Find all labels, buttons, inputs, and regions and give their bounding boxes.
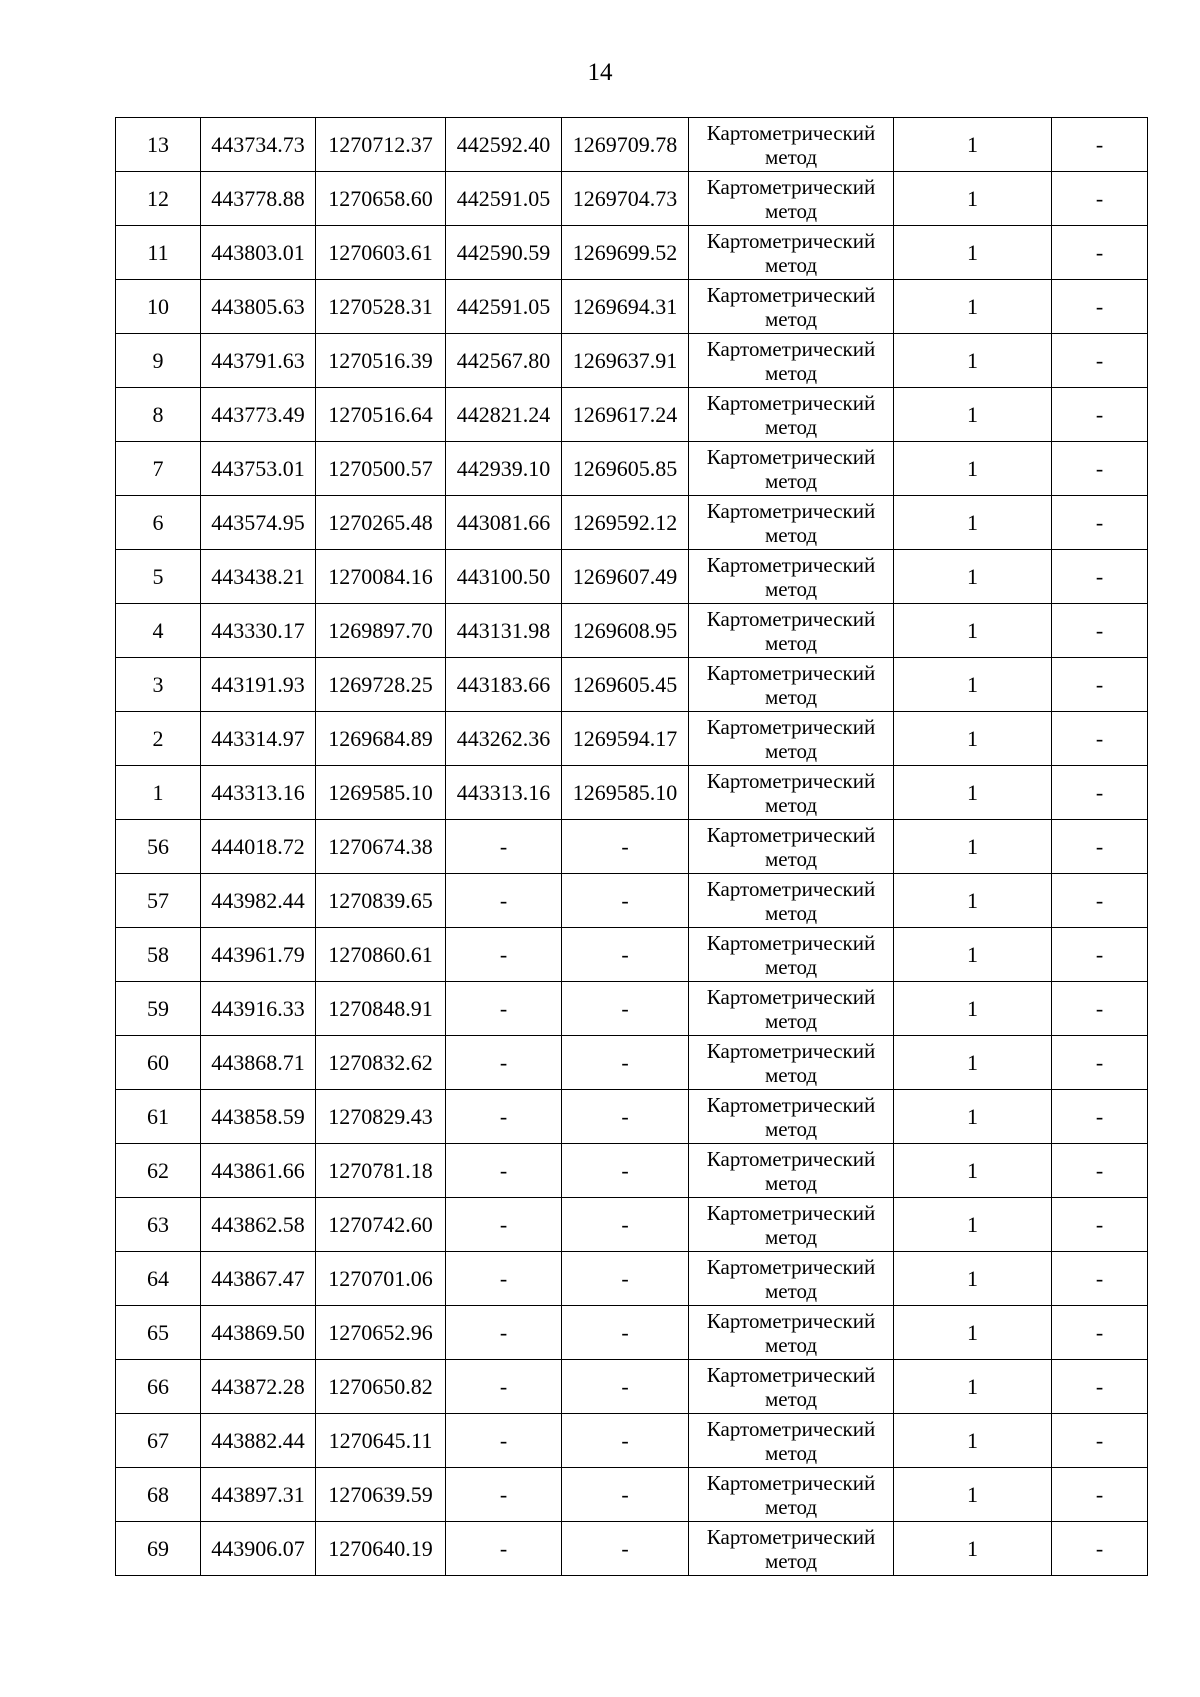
method-cell: Картометрический метод	[689, 1468, 894, 1522]
method-cell: Картометрический метод	[689, 1198, 894, 1252]
table-row	[116, 442, 1148, 496]
new-y-cell: 1269709.78	[562, 118, 689, 172]
table-row	[116, 766, 1148, 820]
accuracy-cell: 1	[894, 496, 1052, 550]
accuracy-cell: 1	[894, 982, 1052, 1036]
table-row	[116, 496, 1148, 550]
point-number-cell: 7	[116, 442, 201, 496]
existing-y-cell: 1270084.16	[316, 550, 446, 604]
note-cell: -	[1052, 280, 1148, 334]
existing-x-cell: 443330.17	[201, 604, 316, 658]
existing-x-cell: 443791.63	[201, 334, 316, 388]
table-row	[116, 820, 1148, 874]
accuracy-cell: 1	[894, 604, 1052, 658]
table-row	[116, 388, 1148, 442]
note-cell: -	[1052, 712, 1148, 766]
point-number-cell: 69	[116, 1522, 201, 1576]
existing-x-cell: 443872.28	[201, 1360, 316, 1414]
table-row	[116, 928, 1148, 982]
method-cell: Картометрический метод	[689, 874, 894, 928]
accuracy-cell: 1	[894, 442, 1052, 496]
table-row	[116, 874, 1148, 928]
new-y-cell: -	[562, 1090, 689, 1144]
note-cell: -	[1052, 1036, 1148, 1090]
note-cell: -	[1052, 1360, 1148, 1414]
new-y-cell: -	[562, 1468, 689, 1522]
point-number-cell: 9	[116, 334, 201, 388]
new-y-cell: -	[562, 928, 689, 982]
new-y-cell: -	[562, 874, 689, 928]
page-number: 14	[587, 59, 613, 86]
new-y-cell: 1269699.52	[562, 226, 689, 280]
note-cell: -	[1052, 1414, 1148, 1468]
new-y-cell: -	[562, 1036, 689, 1090]
accuracy-cell: 1	[894, 1198, 1052, 1252]
existing-x-cell: 443191.93	[201, 658, 316, 712]
table-row	[116, 1306, 1148, 1360]
new-y-cell: -	[562, 982, 689, 1036]
table-row	[116, 172, 1148, 226]
new-x-cell: 443100.50	[446, 550, 562, 604]
note-cell: -	[1052, 334, 1148, 388]
new-y-cell: -	[562, 1360, 689, 1414]
table-row	[116, 712, 1148, 766]
note-cell: -	[1052, 442, 1148, 496]
accuracy-cell: 1	[894, 658, 1052, 712]
table-row	[116, 1522, 1148, 1576]
new-x-cell: 443313.16	[446, 766, 562, 820]
method-cell: Картометрический метод	[689, 1306, 894, 1360]
new-x-cell: 442567.80	[446, 334, 562, 388]
existing-y-cell: 1270265.48	[316, 496, 446, 550]
new-y-cell: 1269608.95	[562, 604, 689, 658]
existing-y-cell: 1270652.96	[316, 1306, 446, 1360]
new-y-cell: -	[562, 820, 689, 874]
point-number-cell: 60	[116, 1036, 201, 1090]
existing-y-cell: 1270639.59	[316, 1468, 446, 1522]
method-cell: Картометрический метод	[689, 550, 894, 604]
method-cell: Картометрический метод	[689, 496, 894, 550]
existing-x-cell: 443961.79	[201, 928, 316, 982]
new-x-cell: 443081.66	[446, 496, 562, 550]
accuracy-cell: 1	[894, 388, 1052, 442]
table-row	[116, 658, 1148, 712]
note-cell: -	[1052, 1090, 1148, 1144]
existing-x-cell: 443734.73	[201, 118, 316, 172]
point-number-cell: 66	[116, 1360, 201, 1414]
existing-y-cell: 1270528.31	[316, 280, 446, 334]
new-x-cell: -	[446, 820, 562, 874]
existing-y-cell: 1270640.19	[316, 1522, 446, 1576]
table-row	[116, 1198, 1148, 1252]
accuracy-cell: 1	[894, 334, 1052, 388]
existing-y-cell: 1270781.18	[316, 1144, 446, 1198]
accuracy-cell: 1	[894, 874, 1052, 928]
accuracy-cell: 1	[894, 1522, 1052, 1576]
existing-y-cell: 1270701.06	[316, 1252, 446, 1306]
new-y-cell: 1269605.85	[562, 442, 689, 496]
table-row	[116, 1414, 1148, 1468]
point-number-cell: 5	[116, 550, 201, 604]
point-number-cell: 2	[116, 712, 201, 766]
existing-x-cell: 443313.16	[201, 766, 316, 820]
accuracy-cell: 1	[894, 712, 1052, 766]
point-number-cell: 56	[116, 820, 201, 874]
existing-x-cell: 443314.97	[201, 712, 316, 766]
note-cell: -	[1052, 604, 1148, 658]
method-cell: Картометрический метод	[689, 820, 894, 874]
new-x-cell: 442939.10	[446, 442, 562, 496]
new-y-cell: -	[562, 1414, 689, 1468]
method-cell: Картометрический метод	[689, 226, 894, 280]
point-number-cell: 4	[116, 604, 201, 658]
note-cell: -	[1052, 766, 1148, 820]
method-cell: Картометрический метод	[689, 1522, 894, 1576]
new-x-cell: -	[446, 1036, 562, 1090]
accuracy-cell: 1	[894, 1090, 1052, 1144]
point-number-cell: 68	[116, 1468, 201, 1522]
method-cell: Картометрический метод	[689, 280, 894, 334]
existing-x-cell: 443805.63	[201, 280, 316, 334]
method-cell: Картометрический метод	[689, 334, 894, 388]
new-y-cell: -	[562, 1252, 689, 1306]
table-row	[116, 1252, 1148, 1306]
point-number-cell: 63	[116, 1198, 201, 1252]
new-x-cell: -	[446, 1468, 562, 1522]
existing-y-cell: 1270832.62	[316, 1036, 446, 1090]
method-cell: Картометрический метод	[689, 1360, 894, 1414]
new-x-cell: -	[446, 874, 562, 928]
new-y-cell: 1269704.73	[562, 172, 689, 226]
table-row	[116, 604, 1148, 658]
accuracy-cell: 1	[894, 550, 1052, 604]
note-cell: -	[1052, 1198, 1148, 1252]
accuracy-cell: 1	[894, 820, 1052, 874]
new-y-cell: 1269585.10	[562, 766, 689, 820]
new-x-cell: -	[446, 1360, 562, 1414]
accuracy-cell: 1	[894, 766, 1052, 820]
table-row	[116, 550, 1148, 604]
point-number-cell: 12	[116, 172, 201, 226]
table-row	[116, 118, 1148, 172]
note-cell: -	[1052, 874, 1148, 928]
note-cell: -	[1052, 658, 1148, 712]
point-number-cell: 67	[116, 1414, 201, 1468]
accuracy-cell: 1	[894, 172, 1052, 226]
new-x-cell: 443262.36	[446, 712, 562, 766]
new-y-cell: -	[562, 1522, 689, 1576]
existing-x-cell: 443858.59	[201, 1090, 316, 1144]
point-number-cell: 10	[116, 280, 201, 334]
point-number-cell: 8	[116, 388, 201, 442]
table-row	[116, 280, 1148, 334]
new-x-cell: -	[446, 1090, 562, 1144]
point-number-cell: 64	[116, 1252, 201, 1306]
method-cell: Картометрический метод	[689, 928, 894, 982]
new-y-cell: -	[562, 1144, 689, 1198]
existing-x-cell: 443906.07	[201, 1522, 316, 1576]
method-cell: Картометрический метод	[689, 1414, 894, 1468]
existing-y-cell: 1270650.82	[316, 1360, 446, 1414]
table-row	[116, 1036, 1148, 1090]
point-number-cell: 1	[116, 766, 201, 820]
existing-y-cell: 1269684.89	[316, 712, 446, 766]
note-cell: -	[1052, 1468, 1148, 1522]
existing-y-cell: 1270860.61	[316, 928, 446, 982]
accuracy-cell: 1	[894, 1036, 1052, 1090]
point-number-cell: 57	[116, 874, 201, 928]
new-x-cell: 442591.05	[446, 280, 562, 334]
method-cell: Картометрический метод	[689, 658, 894, 712]
note-cell: -	[1052, 550, 1148, 604]
table-row	[116, 226, 1148, 280]
new-x-cell: 442591.05	[446, 172, 562, 226]
point-number-cell: 6	[116, 496, 201, 550]
point-number-cell: 11	[116, 226, 201, 280]
new-x-cell: 442592.40	[446, 118, 562, 172]
method-cell: Картометрический метод	[689, 172, 894, 226]
new-x-cell: -	[446, 1198, 562, 1252]
note-cell: -	[1052, 118, 1148, 172]
new-x-cell: -	[446, 1414, 562, 1468]
new-y-cell: 1269617.24	[562, 388, 689, 442]
method-cell: Картометрический метод	[689, 982, 894, 1036]
note-cell: -	[1052, 928, 1148, 982]
point-number-cell: 59	[116, 982, 201, 1036]
existing-y-cell: 1269585.10	[316, 766, 446, 820]
accuracy-cell: 1	[894, 118, 1052, 172]
point-number-cell: 65	[116, 1306, 201, 1360]
existing-x-cell: 443862.58	[201, 1198, 316, 1252]
accuracy-cell: 1	[894, 1252, 1052, 1306]
existing-x-cell: 443916.33	[201, 982, 316, 1036]
method-cell: Картометрический метод	[689, 388, 894, 442]
table-row	[116, 1144, 1148, 1198]
new-x-cell: 442590.59	[446, 226, 562, 280]
existing-x-cell: 444018.72	[201, 820, 316, 874]
existing-y-cell: 1269728.25	[316, 658, 446, 712]
existing-y-cell: 1270500.57	[316, 442, 446, 496]
existing-y-cell: 1270645.11	[316, 1414, 446, 1468]
table-row	[116, 982, 1148, 1036]
accuracy-cell: 1	[894, 1360, 1052, 1414]
note-cell: -	[1052, 226, 1148, 280]
existing-y-cell: 1270658.60	[316, 172, 446, 226]
new-x-cell: -	[446, 982, 562, 1036]
note-cell: -	[1052, 1522, 1148, 1576]
new-y-cell: -	[562, 1306, 689, 1360]
coordinates-table-body	[116, 118, 1148, 1576]
note-cell: -	[1052, 1144, 1148, 1198]
note-cell: -	[1052, 1252, 1148, 1306]
new-y-cell: 1269592.12	[562, 496, 689, 550]
method-cell: Картометрический метод	[689, 1090, 894, 1144]
existing-x-cell: 443773.49	[201, 388, 316, 442]
new-y-cell: 1269637.91	[562, 334, 689, 388]
note-cell: -	[1052, 388, 1148, 442]
accuracy-cell: 1	[894, 1144, 1052, 1198]
note-cell: -	[1052, 982, 1148, 1036]
existing-y-cell: 1270839.65	[316, 874, 446, 928]
coordinates-table	[115, 117, 1148, 1576]
new-x-cell: -	[446, 1306, 562, 1360]
new-x-cell: 443131.98	[446, 604, 562, 658]
method-cell: Картометрический метод	[689, 1252, 894, 1306]
point-number-cell: 13	[116, 118, 201, 172]
new-x-cell: 443183.66	[446, 658, 562, 712]
existing-x-cell: 443868.71	[201, 1036, 316, 1090]
table-row	[116, 1090, 1148, 1144]
table-row	[116, 1468, 1148, 1522]
new-x-cell: -	[446, 928, 562, 982]
method-cell: Картометрический метод	[689, 118, 894, 172]
new-y-cell: 1269605.45	[562, 658, 689, 712]
existing-y-cell: 1270516.64	[316, 388, 446, 442]
existing-y-cell: 1270742.60	[316, 1198, 446, 1252]
new-x-cell: 442821.24	[446, 388, 562, 442]
accuracy-cell: 1	[894, 1414, 1052, 1468]
new-y-cell: 1269694.31	[562, 280, 689, 334]
existing-x-cell: 443882.44	[201, 1414, 316, 1468]
existing-y-cell: 1270829.43	[316, 1090, 446, 1144]
note-cell: -	[1052, 820, 1148, 874]
accuracy-cell: 1	[894, 1306, 1052, 1360]
note-cell: -	[1052, 496, 1148, 550]
existing-y-cell: 1270712.37	[316, 118, 446, 172]
existing-x-cell: 443438.21	[201, 550, 316, 604]
new-y-cell: 1269607.49	[562, 550, 689, 604]
method-cell: Картометрический метод	[689, 1144, 894, 1198]
note-cell: -	[1052, 172, 1148, 226]
method-cell: Картометрический метод	[689, 442, 894, 496]
accuracy-cell: 1	[894, 280, 1052, 334]
method-cell: Картометрический метод	[689, 1036, 894, 1090]
existing-x-cell: 443753.01	[201, 442, 316, 496]
existing-y-cell: 1270674.38	[316, 820, 446, 874]
existing-x-cell: 443574.95	[201, 496, 316, 550]
new-y-cell: 1269594.17	[562, 712, 689, 766]
new-x-cell: -	[446, 1522, 562, 1576]
method-cell: Картометрический метод	[689, 712, 894, 766]
accuracy-cell: 1	[894, 1468, 1052, 1522]
point-number-cell: 61	[116, 1090, 201, 1144]
accuracy-cell: 1	[894, 928, 1052, 982]
existing-y-cell: 1270848.91	[316, 982, 446, 1036]
existing-x-cell: 443861.66	[201, 1144, 316, 1198]
existing-y-cell: 1269897.70	[316, 604, 446, 658]
new-y-cell: -	[562, 1198, 689, 1252]
table-row	[116, 1360, 1148, 1414]
point-number-cell: 58	[116, 928, 201, 982]
table-row	[116, 334, 1148, 388]
accuracy-cell: 1	[894, 226, 1052, 280]
point-number-cell: 3	[116, 658, 201, 712]
method-cell: Картометрический метод	[689, 766, 894, 820]
existing-x-cell: 443982.44	[201, 874, 316, 928]
existing-y-cell: 1270603.61	[316, 226, 446, 280]
new-x-cell: -	[446, 1252, 562, 1306]
note-cell: -	[1052, 1306, 1148, 1360]
existing-x-cell: 443897.31	[201, 1468, 316, 1522]
existing-x-cell: 443778.88	[201, 172, 316, 226]
method-cell: Картометрический метод	[689, 604, 894, 658]
existing-x-cell: 443803.01	[201, 226, 316, 280]
existing-x-cell: 443867.47	[201, 1252, 316, 1306]
new-x-cell: -	[446, 1144, 562, 1198]
existing-x-cell: 443869.50	[201, 1306, 316, 1360]
point-number-cell: 62	[116, 1144, 201, 1198]
existing-y-cell: 1270516.39	[316, 334, 446, 388]
